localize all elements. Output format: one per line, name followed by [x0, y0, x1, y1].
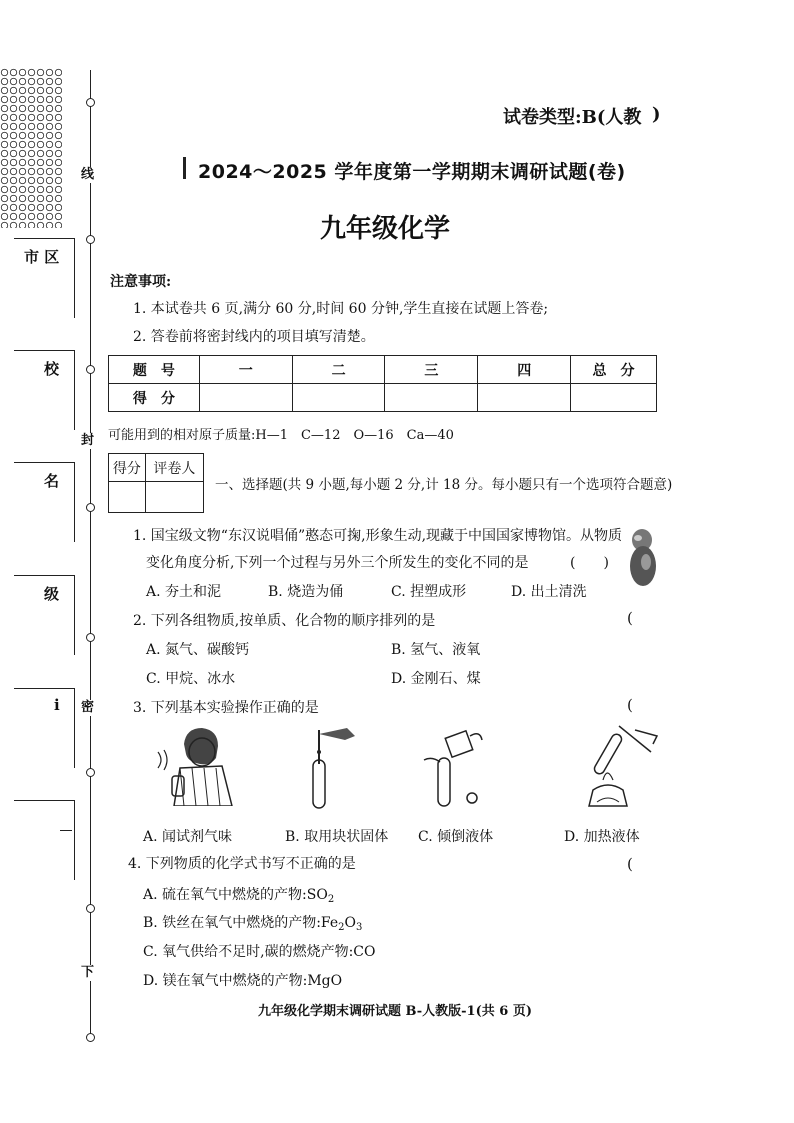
question-2-stem: 2. 下列各组物质,按单质、化合物的顺序排列的是	[133, 613, 436, 629]
info-label-class: i	[54, 696, 60, 714]
info-label-school: 校	[44, 360, 60, 378]
question-2-option-c[interactable]: C. 甲烷、冰水	[146, 671, 236, 687]
info-field-tick	[60, 830, 72, 831]
info-field-border	[74, 575, 75, 655]
option-text: C. 氧气供给不足时,碳的燃烧产物:	[143, 944, 354, 960]
info-field-border	[14, 238, 74, 239]
binding-hole	[86, 904, 95, 913]
question-1-option-a[interactable]: A. 夯土和泥	[146, 584, 222, 600]
formula-subscript: 2	[327, 894, 335, 905]
question-4-option-a[interactable]	[143, 884, 334, 905]
question-4-answer-bracket[interactable]: (	[627, 855, 633, 873]
question-1-stem-cont: 变化角度分析,下列一个过程与另外三个所发生的变化不同的是	[146, 555, 529, 571]
info-field-border	[14, 350, 74, 351]
question-1-answer-bracket[interactable]: ( )	[570, 555, 609, 571]
question-4-option-d[interactable]	[143, 970, 342, 990]
info-field-border	[74, 688, 75, 768]
binding-hole	[86, 633, 95, 642]
page-footer: 九年级化学期末调研试题 B-人教版-1(共 6 页)	[258, 1004, 532, 1019]
question-3-option-b[interactable]: B. 取用块状固体	[285, 829, 389, 845]
binding-line	[90, 70, 91, 1040]
info-field-border	[74, 350, 75, 430]
info-label-name: 名	[44, 472, 60, 490]
question-3-stem: 3. 下列基本实验操作正确的是	[133, 700, 319, 716]
formula-subscript: 2	[338, 922, 345, 933]
score-header-cell: 三	[385, 356, 478, 384]
score-cell[interactable]	[385, 384, 478, 412]
info-field-border	[74, 462, 75, 542]
question-2-option-d[interactable]: D. 金刚石、煤	[391, 671, 481, 687]
binding-hole	[86, 1033, 95, 1042]
formula: SO	[306, 887, 328, 903]
section-heading: 一、选择题(共 9 小题,每小题 2 分,计 18 分。每小题只有一个选项符合题意)	[215, 477, 673, 493]
notes-heading: 注意事项:	[110, 274, 172, 290]
info-field-border	[14, 575, 74, 576]
question-3-option-d[interactable]: D. 加热液体	[564, 829, 640, 845]
score-header-cell: 四	[478, 356, 571, 384]
binding-hole	[86, 503, 95, 512]
figurine-image	[626, 526, 658, 590]
question-3-answer-bracket[interactable]: (	[627, 696, 633, 714]
grader-name-header: 评卷人	[145, 454, 203, 482]
info-field-border	[74, 800, 75, 880]
grader-score-header: 得分	[109, 454, 146, 482]
option-text: B. 铁丝在氧气中燃烧的产物:	[143, 915, 321, 931]
smell-reagent-figure	[150, 722, 240, 806]
binding-char-secret: 密	[81, 700, 95, 715]
question-2-option-b[interactable]: B. 氢气、液氧	[391, 642, 481, 658]
formula-subscript: 3	[356, 922, 363, 933]
heat-liquid-figure	[575, 722, 661, 808]
score-header-cell: 题 号	[109, 356, 200, 384]
question-4-option-c[interactable]	[143, 941, 375, 961]
option-text: D. 镁在氧气中燃烧的产物:	[143, 973, 308, 989]
info-label-grade: 级	[44, 585, 60, 603]
info-field-border	[74, 238, 75, 318]
score-cell[interactable]	[571, 384, 657, 412]
binding-hole	[86, 365, 95, 374]
grader-table	[108, 453, 204, 513]
score-table	[108, 355, 657, 412]
info-field-border	[14, 688, 74, 689]
score-cell[interactable]	[478, 384, 571, 412]
question-1-option-b[interactable]: B. 烧造为俑	[268, 584, 344, 600]
exam-type-label: 试卷类型:B(人教	[503, 107, 642, 128]
info-field-border	[14, 800, 74, 801]
take-solid-figure	[295, 724, 365, 810]
grader-score-cell[interactable]	[109, 482, 146, 513]
note-item: 1. 本试卷共 6 页,满分 60 分,时间 60 分钟,学生直接在试题上答卷;	[133, 301, 549, 317]
info-field-border	[14, 462, 74, 463]
grader-name-cell[interactable]	[145, 482, 203, 513]
score-row-label: 得 分	[109, 384, 200, 412]
question-1-option-d[interactable]: D. 出土清洗	[511, 584, 587, 600]
score-cell[interactable]	[292, 384, 385, 412]
perforation-dots	[0, 68, 62, 228]
title-mark	[183, 157, 186, 179]
binding-char-line: 线	[81, 167, 95, 182]
formula: CO	[353, 944, 376, 960]
question-1-stem: 1. 国宝级文物“东汉说唱俑”憨态可掬,形象生动,现藏于中国国家博物馆。从物质	[133, 528, 623, 544]
question-3-option-a[interactable]: A. 闻试剂气味	[143, 829, 233, 845]
exam-type-close-paren: )	[652, 104, 661, 125]
question-4-stem: 4. 下列物质的化学式书写不正确的是	[128, 856, 356, 872]
binding-char-below: 下	[81, 965, 95, 980]
binding-hole	[86, 98, 95, 107]
formula: MgO	[307, 973, 343, 989]
question-1-option-c[interactable]: C. 捏塑成形	[391, 584, 467, 600]
formula-tail: O	[344, 915, 356, 931]
exam-title: 2024～2025 学年度第一学期期末调研试题(卷)	[198, 161, 626, 183]
binding-hole	[86, 235, 95, 244]
question-3-option-c[interactable]: C. 倾倒液体	[418, 829, 494, 845]
subject-title: 九年级化学	[320, 214, 451, 244]
formula: Fe	[320, 915, 339, 931]
score-header-cell: 一	[199, 356, 292, 384]
binding-char-seal: 封	[81, 433, 95, 448]
question-4-option-b[interactable]	[143, 912, 362, 933]
pour-liquid-figure	[418, 726, 488, 810]
option-text: A. 硫在氧气中燃烧的产物:	[143, 887, 307, 903]
atomic-masses: 可能用到的相对原子质量:H—1 C—12 O—16 Ca—40	[108, 428, 454, 443]
question-2-answer-bracket[interactable]: (	[627, 609, 633, 627]
info-label-district: 市 区	[24, 248, 60, 266]
score-cell[interactable]	[199, 384, 292, 412]
score-header-cell: 总 分	[571, 356, 657, 384]
question-2-option-a[interactable]: A. 氮气、碳酸钙	[146, 642, 250, 658]
binding-hole	[86, 768, 95, 777]
note-item: 2. 答卷前将密封线内的项目填写清楚。	[133, 329, 375, 345]
score-header-cell: 二	[292, 356, 385, 384]
